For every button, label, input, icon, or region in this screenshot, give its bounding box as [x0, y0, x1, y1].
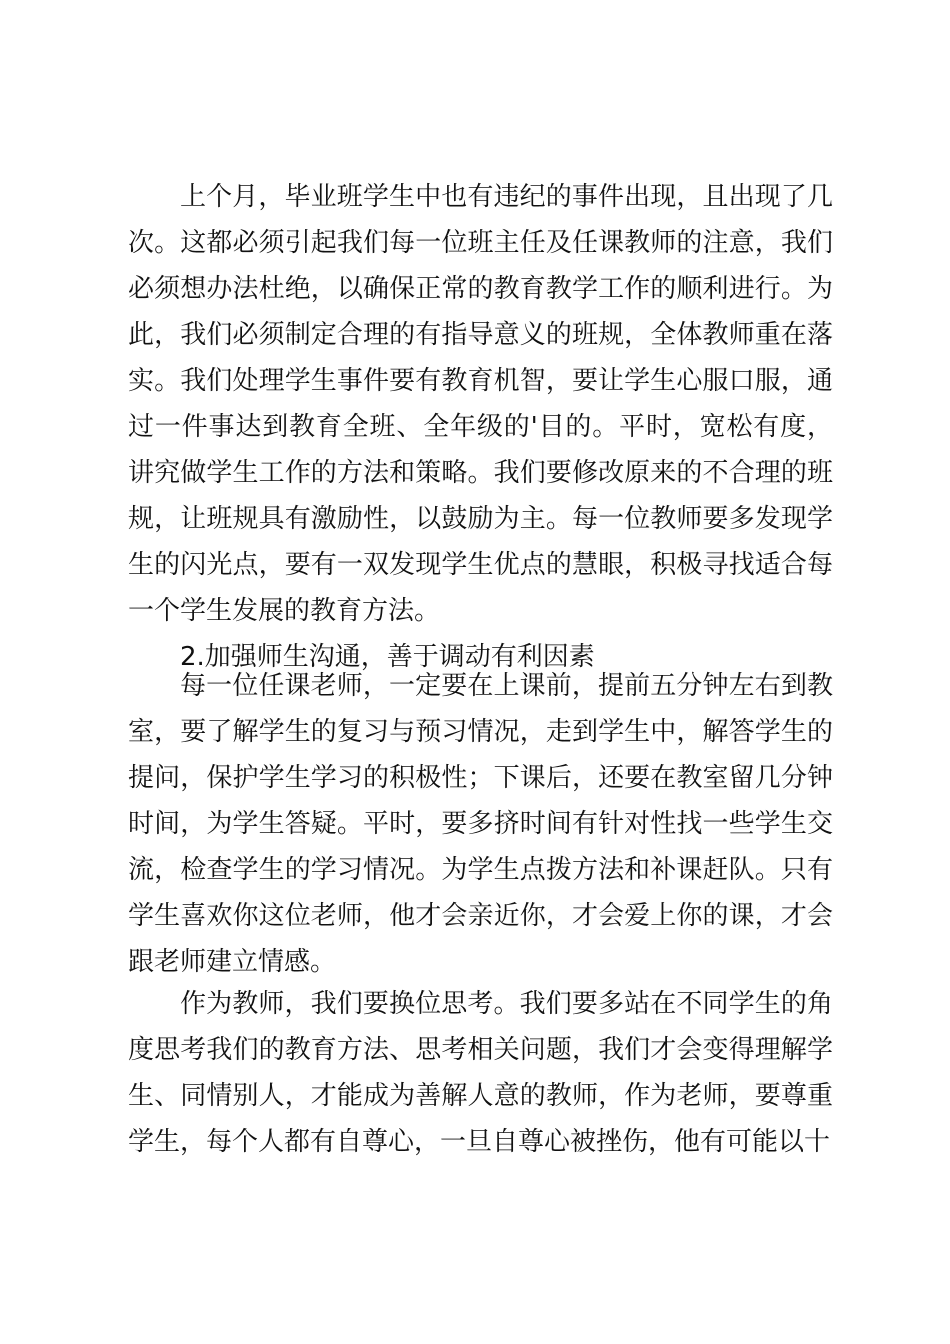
paragraph-discipline: 上个月，毕业班学生中也有违纪的事件出现，且出现了几次。这都必须引起我们每一位班主任及任课教师的注意，我们必须想办法杜绝，以确保正常的教育教学工作的顺利进行。为此，我们必须制定合理的有指导意义的班规，全体教师重在落实。我们处理学生事件要有教育机智，要让学生心服口服，通过一件事达到教育全班、全年级的'目的。平时，宽松有度，讲究做学生工作的方法和策略。我们要修改原来的不合理的班规，让班规具有激励性，以鼓励为主。每一位教师要多发现学生的闪光点，要有一双发现学生优点的慧眼，积极寻找适合每一个学生发展的教育方法。 — [128, 182, 833, 626]
body-text-section-2 — [128, 663, 833, 985]
section-heading-communication: 2.加强师生沟通，善于调动有利因素 — [180, 642, 595, 672]
body-text-section-3 — [128, 981, 833, 1165]
paragraph-perspective-taking: 作为教师，我们要换位思考。我们要多站在不同学生的角度思考我们的教育方法、思考相关问题，我们才会变得理解学生、同情别人，才能成为善解人意的教师，作为老师，要尊重学生，每个人都有自尊心，一旦自尊心被挫伤，他有可能以十 — [128, 989, 833, 1157]
body-text-section-1 — [128, 174, 833, 680]
paragraph-teacher-student-communication: 每一位任课老师，一定要在上课前，提前五分钟左右到教室，要了解学生的复习与预习情况，走到学生中，解答学生的提问，保护学生学习的积极性；下课后，还要在教室留几分钟时间，为学生答疑。平时，要多挤时间有针对性找一些学生交流，检查学生的学习情况。为学生点拨方法和补课赶队。只有学生喜欢你这位老师，他才会亲近你，才会爱上你的课，才会跟老师建立情感。 — [128, 671, 833, 977]
